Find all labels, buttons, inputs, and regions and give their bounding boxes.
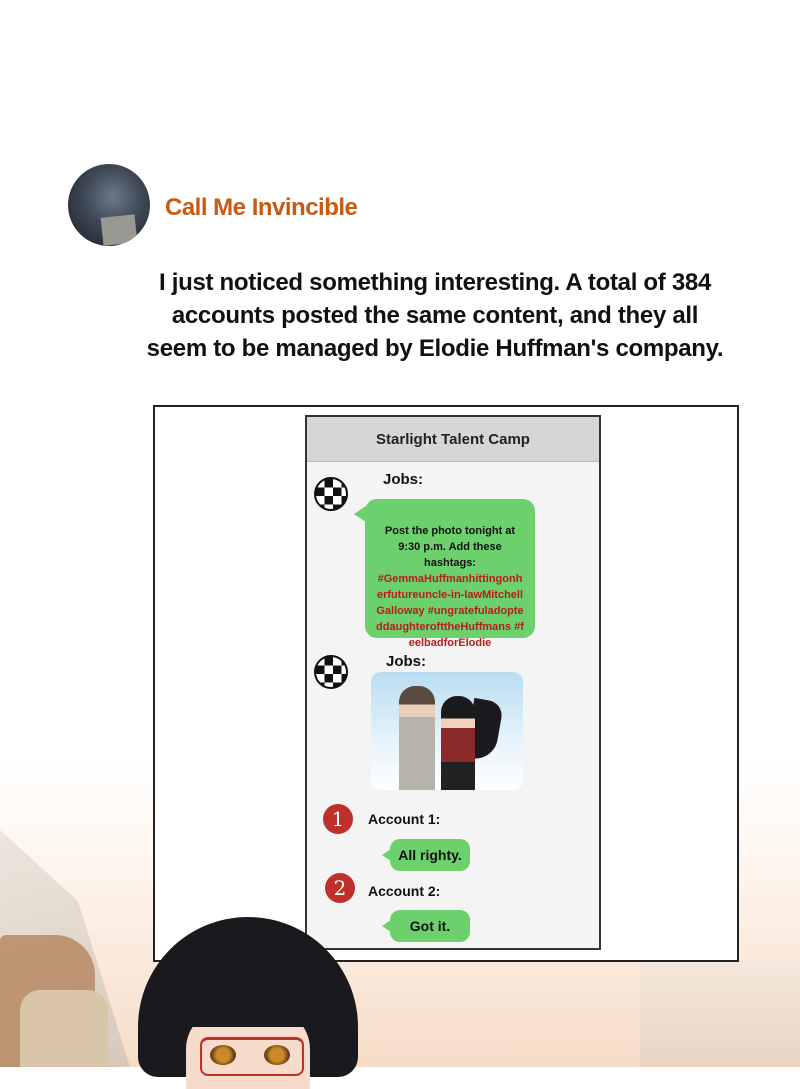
message-bubble [365,499,535,649]
window-frame-right [640,960,800,1067]
reply-text: Got it. [409,918,451,934]
photo-woman [441,696,475,790]
reply-bubble [390,910,470,942]
message-hashtags[interactable]: #GemmaHuffmanhittingonherfutureuncle-in-lawMitchellGalloway #ungratefuladopteddaughterofttheHuffmans #feelbadforElodie [376,573,524,649]
character-bangs [158,957,338,1027]
sender-label: Jobs: [383,471,424,488]
chat-header-title: Starlight Talent Camp [307,417,599,462]
reply-bubble [390,839,470,871]
account-label: Account 2: [368,883,441,899]
account-number-badge: 2 [325,873,355,903]
jobs-avatar-icon [314,477,348,511]
user-avatar[interactable] [68,164,150,246]
account-label: Account 1: [368,811,441,827]
reply-text: All righty. [398,847,462,863]
chair-cushion [20,990,108,1067]
post-text: I just noticed something interesting. A total of 384 accounts posted the same content, and they all seem to be managed by Elodie Huffman's company. [146,269,724,362]
sender-label: Jobs: [386,653,427,670]
character-illustration [138,917,358,1077]
jobs-avatar-icon [314,655,348,689]
character-glasses [200,1037,304,1076]
message-text: Post the photo tonight at 9:30 p.m. Add these hashtags: [384,525,516,569]
bubble-tail [382,920,391,932]
shared-photo[interactable] [371,672,523,790]
account-number-badge: 1 [323,804,353,834]
username[interactable]: Call Me Invincible [165,194,358,221]
photo-man [399,686,435,790]
bubble-tail [382,849,391,861]
